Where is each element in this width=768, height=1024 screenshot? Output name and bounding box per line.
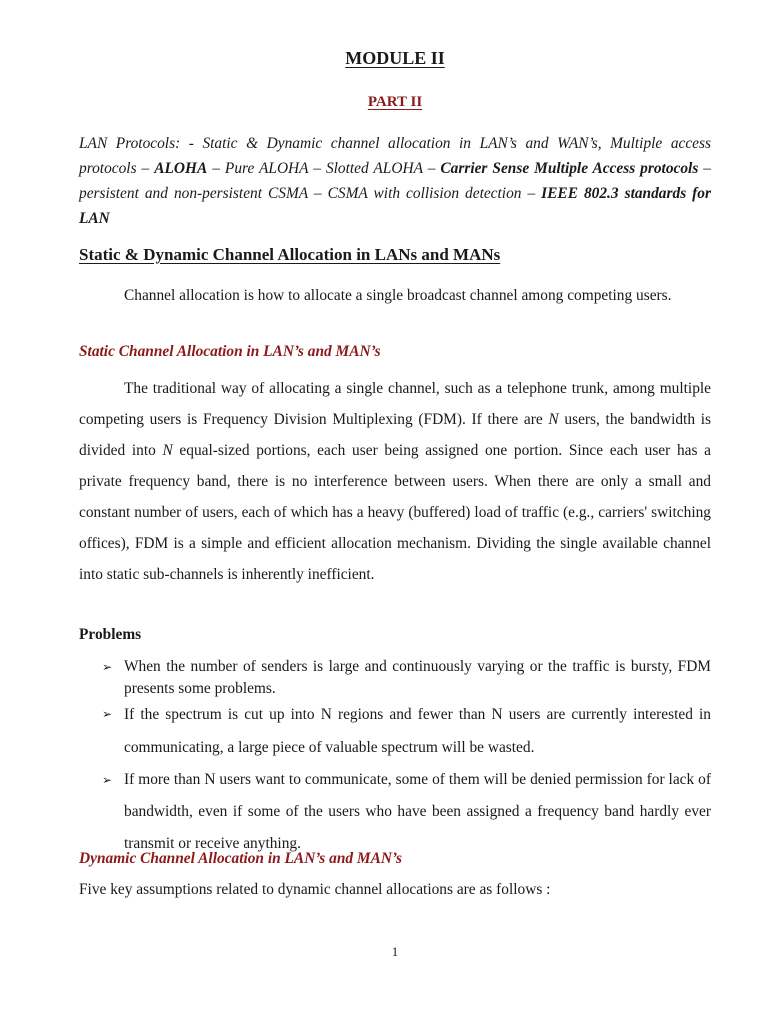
list-item [79, 764, 711, 860]
list-item-text: If the spectrum is cut up into N regions and fewer than N users are currently interested in communicating, a large piece of valuable spectrum will be wasted. [124, 706, 711, 756]
problems-heading: Problems [79, 626, 142, 643]
page-number [79, 944, 711, 960]
static-allocation-paragraph [79, 373, 711, 590]
list-item-text: If more than N users want to communicate, some of them will be denied permission for lack of bandwidth, even if some of the users who have been assigned a frequency band hardly ever transmit or receive anything. [124, 771, 711, 852]
page-number-text: 1 [391, 944, 399, 959]
arrow-bullet-icon: ➢ [102, 660, 113, 674]
paragraph-text: The traditional way of allocating a single channel, such as a telephone trunk, among multiple competing users is Frequency Division Multiplexing (FDM). If there are [79, 380, 711, 428]
intro-paragraph [79, 280, 711, 311]
syllabus-text: – Pure ALOHA – Slotted ALOHA – [207, 160, 441, 177]
syllabus-text: – persistent and non-persistent CSMA – CSMA with collision detection – [79, 160, 712, 202]
section-title: Static & Dynamic Channel Allocation in LANs and MANs [79, 245, 501, 264]
part-title: PART II [367, 94, 423, 110]
intro-term: Channel allocation [124, 287, 240, 304]
syllabus-text: LAN Protocols: - Static & Dynamic channel allocation in LAN’s and WAN’s, Multiple access protocols – [79, 135, 711, 177]
syllabus-emphasis: ALOHA [154, 160, 208, 177]
dynamic-allocation-intro: Five key assumptions related to dynamic channel allocations are as follows : [79, 881, 551, 898]
module-title: MODULE II [345, 48, 445, 68]
list-item [79, 656, 711, 700]
list-item-text: When the number of senders is large and continuously varying or the traffic is bursty, FDM presents some problems. [124, 658, 711, 697]
syllabus-emphasis: Carrier Sense Multiple Access protocols [440, 160, 699, 177]
arrow-bullet-icon: ➢ [102, 707, 113, 721]
intro-text: is how to allocate a single broadcast channel among competing users. [239, 287, 672, 304]
arrow-bullet-icon: ➢ [102, 773, 113, 787]
paragraph-text: equal-sized portions, each user being assigned one portion. Since each user has a private frequency band, there is no interference between users. When there are only a small and constant number of users, each of which has a heavy (buffered) load of traffic (e.g., carriers' switching offices), FDM is a simple and efficient allocation mechanism. Dividing the single available channel into static sub-channels is inherently inefficient. [79, 442, 711, 583]
dynamic-allocation-heading: Dynamic Channel Allocation in LAN’s and MAN’s [79, 850, 402, 867]
variable-n: N [548, 411, 559, 428]
static-allocation-heading: Static Channel Allocation in LAN’s and MAN’s [79, 343, 381, 360]
paragraph-text: users, the bandwidth is divided into [79, 411, 711, 459]
syllabus-paragraph [79, 131, 711, 231]
problems-list [79, 656, 711, 860]
variable-n: N [162, 442, 173, 459]
list-item [79, 698, 711, 764]
syllabus-emphasis: IEEE 802.3 standards for LAN [79, 185, 711, 227]
